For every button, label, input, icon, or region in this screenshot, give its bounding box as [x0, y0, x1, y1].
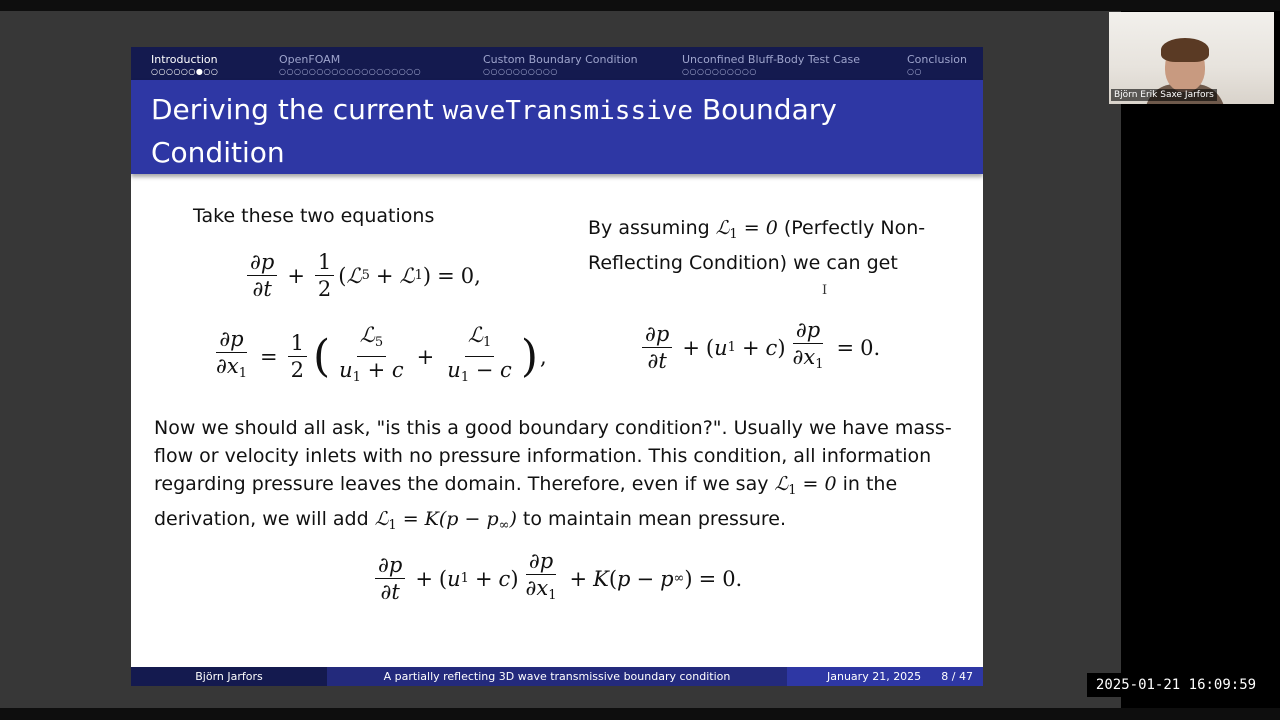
nav-section-label: OpenFOAM — [279, 53, 341, 66]
math-symbol-L: ℒ — [715, 217, 730, 239]
footer-author: Björn Jarfors — [131, 667, 327, 686]
text-fragment: (Perfectly Non-Reflecting Condition) we can get — [588, 217, 926, 274]
nav-section-label: Custom Boundary Condition — [483, 53, 638, 66]
nav-section-label: Unconfined Bluff-Body Test Case — [682, 53, 860, 66]
text-fragment: to maintain mean pressure. — [516, 508, 786, 530]
title-text: Boundary Condition — [151, 93, 837, 169]
nav-progress-dots[interactable]: ○○ — [907, 67, 922, 76]
nav-section-label: Conclusion — [907, 53, 967, 66]
section-navigation — [131, 47, 983, 80]
title-code: waveTransmissive — [442, 96, 694, 126]
text-fragment: By assuming — [588, 217, 716, 239]
participant-hair — [1161, 38, 1209, 62]
nav-section-label: Introduction — [151, 53, 218, 66]
text-cursor-icon: I — [822, 283, 828, 298]
nav-section-custom-boundary-condition[interactable] — [483, 53, 638, 77]
nav-section-bluff-body-test-case[interactable] — [682, 53, 860, 77]
right-panel — [1121, 11, 1280, 708]
footer-date: January 21, 2025 — [827, 670, 922, 683]
intro-text: Take these two equations — [193, 205, 435, 227]
participant-name-label: Björn Erik Saxe Jarfors — [1111, 89, 1217, 101]
title-text: Deriving the current — [151, 93, 443, 126]
bottom-letterbox — [0, 708, 1280, 720]
equation-2: $\frac{\partial p}{\partial x_1}$ = $\frac{1}{2}$ ( $\frac{ℒ_5}{u_1 + c}$ + $\frac{ℒ_1}{u_1 - c}$ ) , — [216, 323, 547, 385]
equation-3: $\frac{\partial p}{\partial t}$ + ( u 1 + c ) $\frac{\partial p}{\partial x_1}$ = 0. — [638, 318, 880, 377]
footer-talk-title: A partially reflecting 3D wave transmissive boundary condition — [327, 667, 787, 686]
webcam-video-tile[interactable] — [1109, 12, 1274, 104]
slide — [131, 47, 983, 686]
math-symbol-L: ℒ — [774, 473, 789, 495]
text-fragment: Now we should all ask, "is this a good boundary condition?". Usually we have mass-flow or velocity inlets with no pressure information. This condition, all information regarding pressure leaves the domain. Therefore, even if we say — [154, 417, 952, 495]
equation-4: $\frac{\partial p}{\partial t}$ + ( u 1 + c ) $\frac{\partial p}{\partial x_1}$ + K ( p − p ∞ ) = 0. — [371, 549, 742, 608]
top-letterbox — [0, 0, 1280, 11]
discussion-paragraph: Now we should all ask, "is this a good boundary condition?". Usually we have mass-flow or velocity inlets with no pressure information. This condition, all information regarding pressure leaves the domain. Therefore, even if we say ℒ$_1$ = 0 in the derivation, we will add ℒ$_1$ = $K(p - p_\infty)$ to maintain mean pressure. — [154, 417, 952, 533]
nav-section-conclusion[interactable] — [907, 53, 967, 77]
nav-section-openfoam[interactable] — [279, 53, 421, 77]
slide-footer — [131, 667, 983, 686]
equation-1: $\frac{\partial p}{\partial t}$ + $\frac{1}{2}$ ( ℒ 5 + ℒ 1 ) = 0, — [243, 250, 481, 301]
assumption-text: By assuming ℒ$_1$ = 0 (Perfectly Non-Reflecting Condition) we can get — [588, 217, 926, 274]
nav-progress-dots[interactable]: ○○○○○○●○○ — [151, 67, 219, 76]
recording-timestamp: 2025-01-21 16:09:59 — [1087, 673, 1265, 697]
text-fragment: in the derivation, we will add — [154, 473, 898, 530]
math-symbol-L: ℒ — [374, 508, 389, 530]
nav-progress-dots[interactable]: ○○○○○○○○○○ — [682, 67, 757, 76]
slide-title — [151, 89, 971, 174]
nav-progress-dots[interactable]: ○○○○○○○○○○ — [483, 67, 558, 76]
nav-section-introduction[interactable] — [151, 53, 218, 77]
footer-date-page — [787, 667, 983, 686]
footer-page-number: 8 / 47 — [941, 670, 973, 683]
title-bar — [131, 80, 983, 174]
nav-progress-dots[interactable]: ○○○○○○○○○○○○○○○○○○○ — [279, 67, 422, 76]
